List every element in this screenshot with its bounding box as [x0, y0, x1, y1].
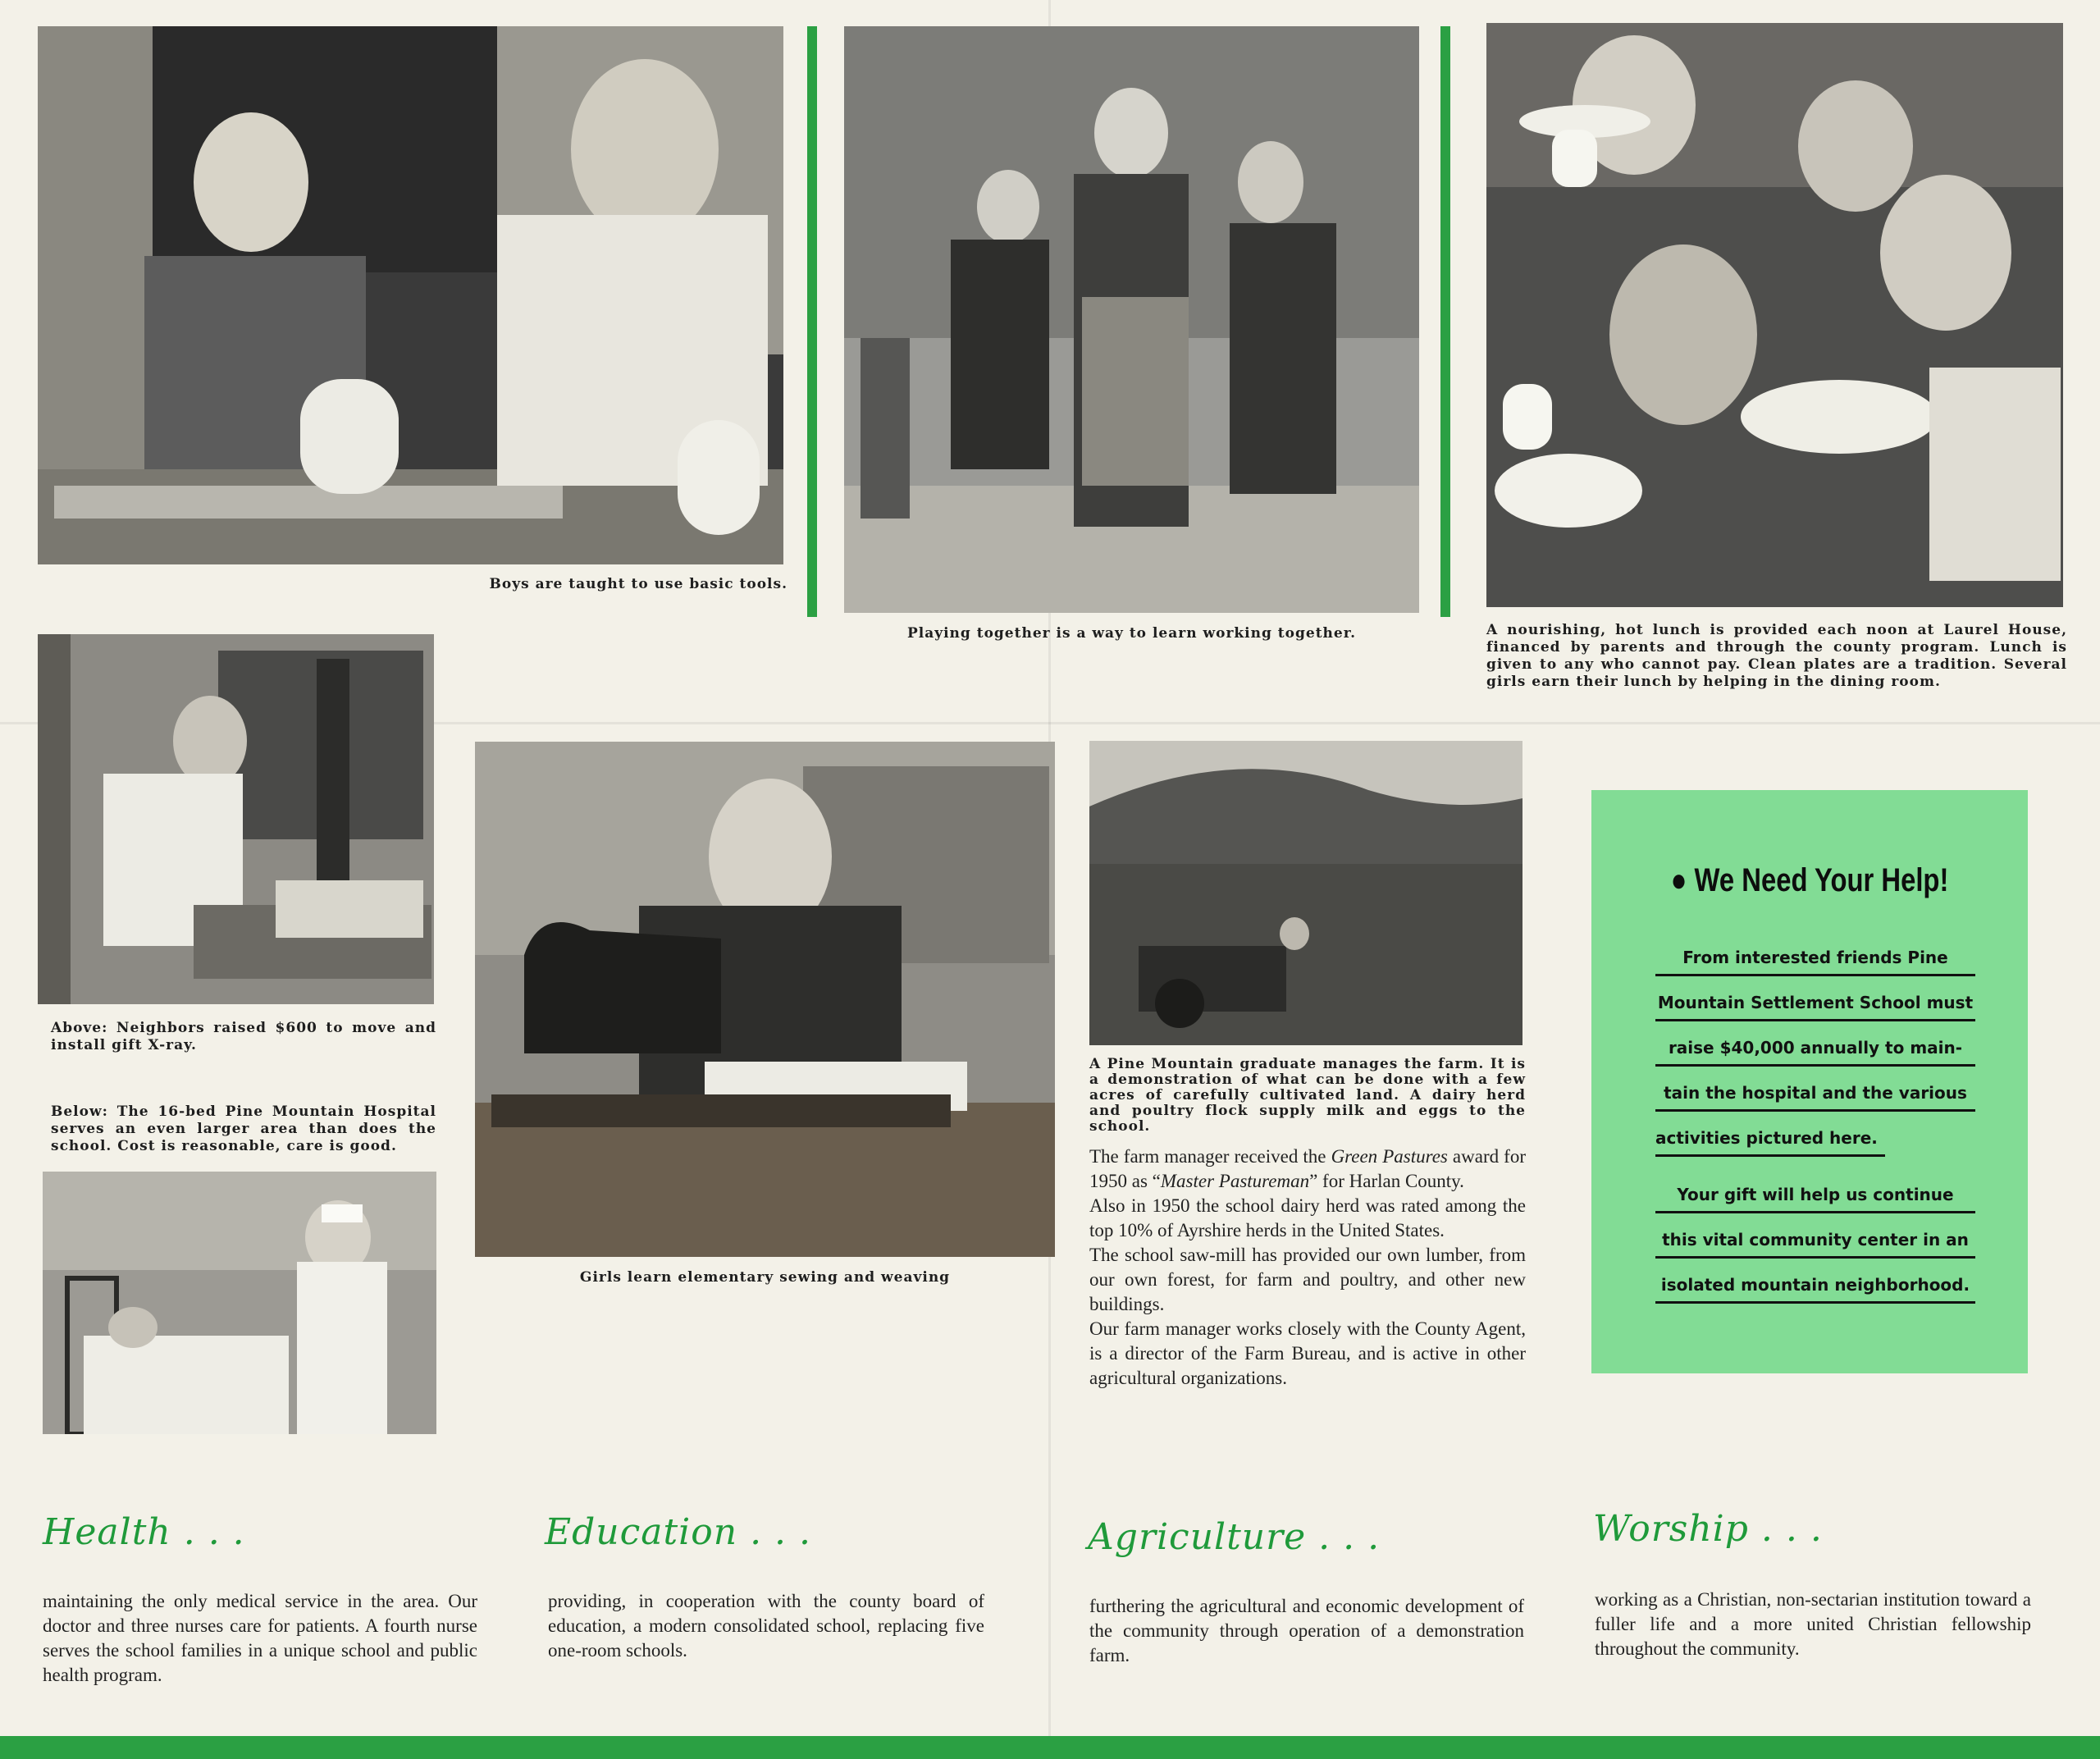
help-line-1: From interested friends Pine [1655, 948, 1975, 976]
divider-green-right [1440, 26, 1450, 617]
caption-playing: Playing together is a way to learn working together. [906, 625, 1357, 642]
help-line-6: Your gift will help us continue [1655, 1185, 1975, 1213]
photo-farm-tractor [1089, 741, 1522, 1045]
photo-boys-woodworking [38, 26, 783, 564]
photo-hospital-bed [43, 1172, 436, 1434]
bottom-green-strip [0, 1736, 2100, 1759]
help-box [1591, 790, 2028, 1373]
help-line-5: activities pictured here. [1655, 1128, 1885, 1157]
photo-children-playing [844, 26, 1419, 613]
help-line-2: Mountain Settlement School must [1655, 993, 1975, 1021]
help-line-8: isolated mountain neighborhood. [1655, 1275, 1975, 1304]
caption-tools: Boys are taught to use basic tools. [489, 576, 788, 592]
help-line-3: raise $40,000 annually to main- [1655, 1038, 1975, 1067]
text-agriculture: furthering the agricultural and economic development of the community through operation of a demonstration farm. [1089, 1596, 1524, 1665]
text-worship: working as a Christian, non-sectarian institution toward a fuller life and a more united Christian fellowship throughout the community. [1595, 1589, 2031, 1659]
farm-paragraph-sawmill: The school saw-mill has provided our own lumber, from our own forest, for farm and poultry, and other new buildings. [1089, 1245, 1526, 1314]
caption-farm: A Pine Mountain graduate manages the farm. It is a demonstration of what can be done with a few acres of carefully cultivated land. A dairy herd and poultry flock supply milk and eggs to the school. [1089, 1056, 1526, 1135]
heading-agriculture: Agriculture . . . [1088, 1516, 1381, 1558]
photo-xray-room [38, 634, 434, 1004]
heading-education: Education . . . [545, 1511, 811, 1553]
bullet-icon: ● [1670, 862, 1687, 898]
help-line-4: tain the hospital and the various [1655, 1083, 1975, 1112]
heading-health: Health . . . [43, 1511, 245, 1553]
farm-paragraph-award: The farm manager received the Green Pastures award for 1950 as “Master Pastureman” for Harlan County. [1089, 1146, 1526, 1191]
help-line-7: this vital community center in an [1655, 1230, 1975, 1259]
divider-green-left [807, 26, 817, 617]
text-health: maintaining the only medical service in the area. Our doctor and three nurses care for patients. A fourth nurse serves the school families in a unique school and public health program. [43, 1591, 477, 1685]
caption-lunch: A nourishing, hot lunch is provided each noon at Laurel House, financed by parents and through the county program. Lunch is given to any who cannot pay. Clean plates are a tradition. Several girls earn their lunch by helping in the dining room. [1486, 622, 2067, 690]
text-education: providing, in cooperation with the county board of education, a modern consolidated school, replacing five one-room schools. [548, 1591, 984, 1661]
caption-sewing: Girls learn elementary sewing and weaving [579, 1269, 951, 1286]
photo-children-lunch [1486, 23, 2063, 607]
photo-girl-sewing [475, 742, 1055, 1257]
help-box-title: ● We Need Your Help! [1670, 862, 1949, 898]
caption-hospital: Below: The 16-bed Pine Mountain Hospital serves an even larger area than does the school. Cost is reasonable, care is good. [51, 1103, 436, 1154]
farm-text [1089, 1144, 1526, 1391]
farm-paragraph-herd: Also in 1950 the school dairy herd was rated among the top 10% of Ayrshire herds in the United States. [1089, 1195, 1526, 1240]
caption-xray: Above: Neighbors raised $600 to move and install gift X-ray. [51, 1020, 436, 1053]
heading-worship: Worship . . . [1593, 1508, 1823, 1550]
farm-paragraph-agent: Our farm manager works closely with the County Agent, is a director of the Farm Bureau, and is active in other agricultural organizations. [1089, 1318, 1526, 1388]
